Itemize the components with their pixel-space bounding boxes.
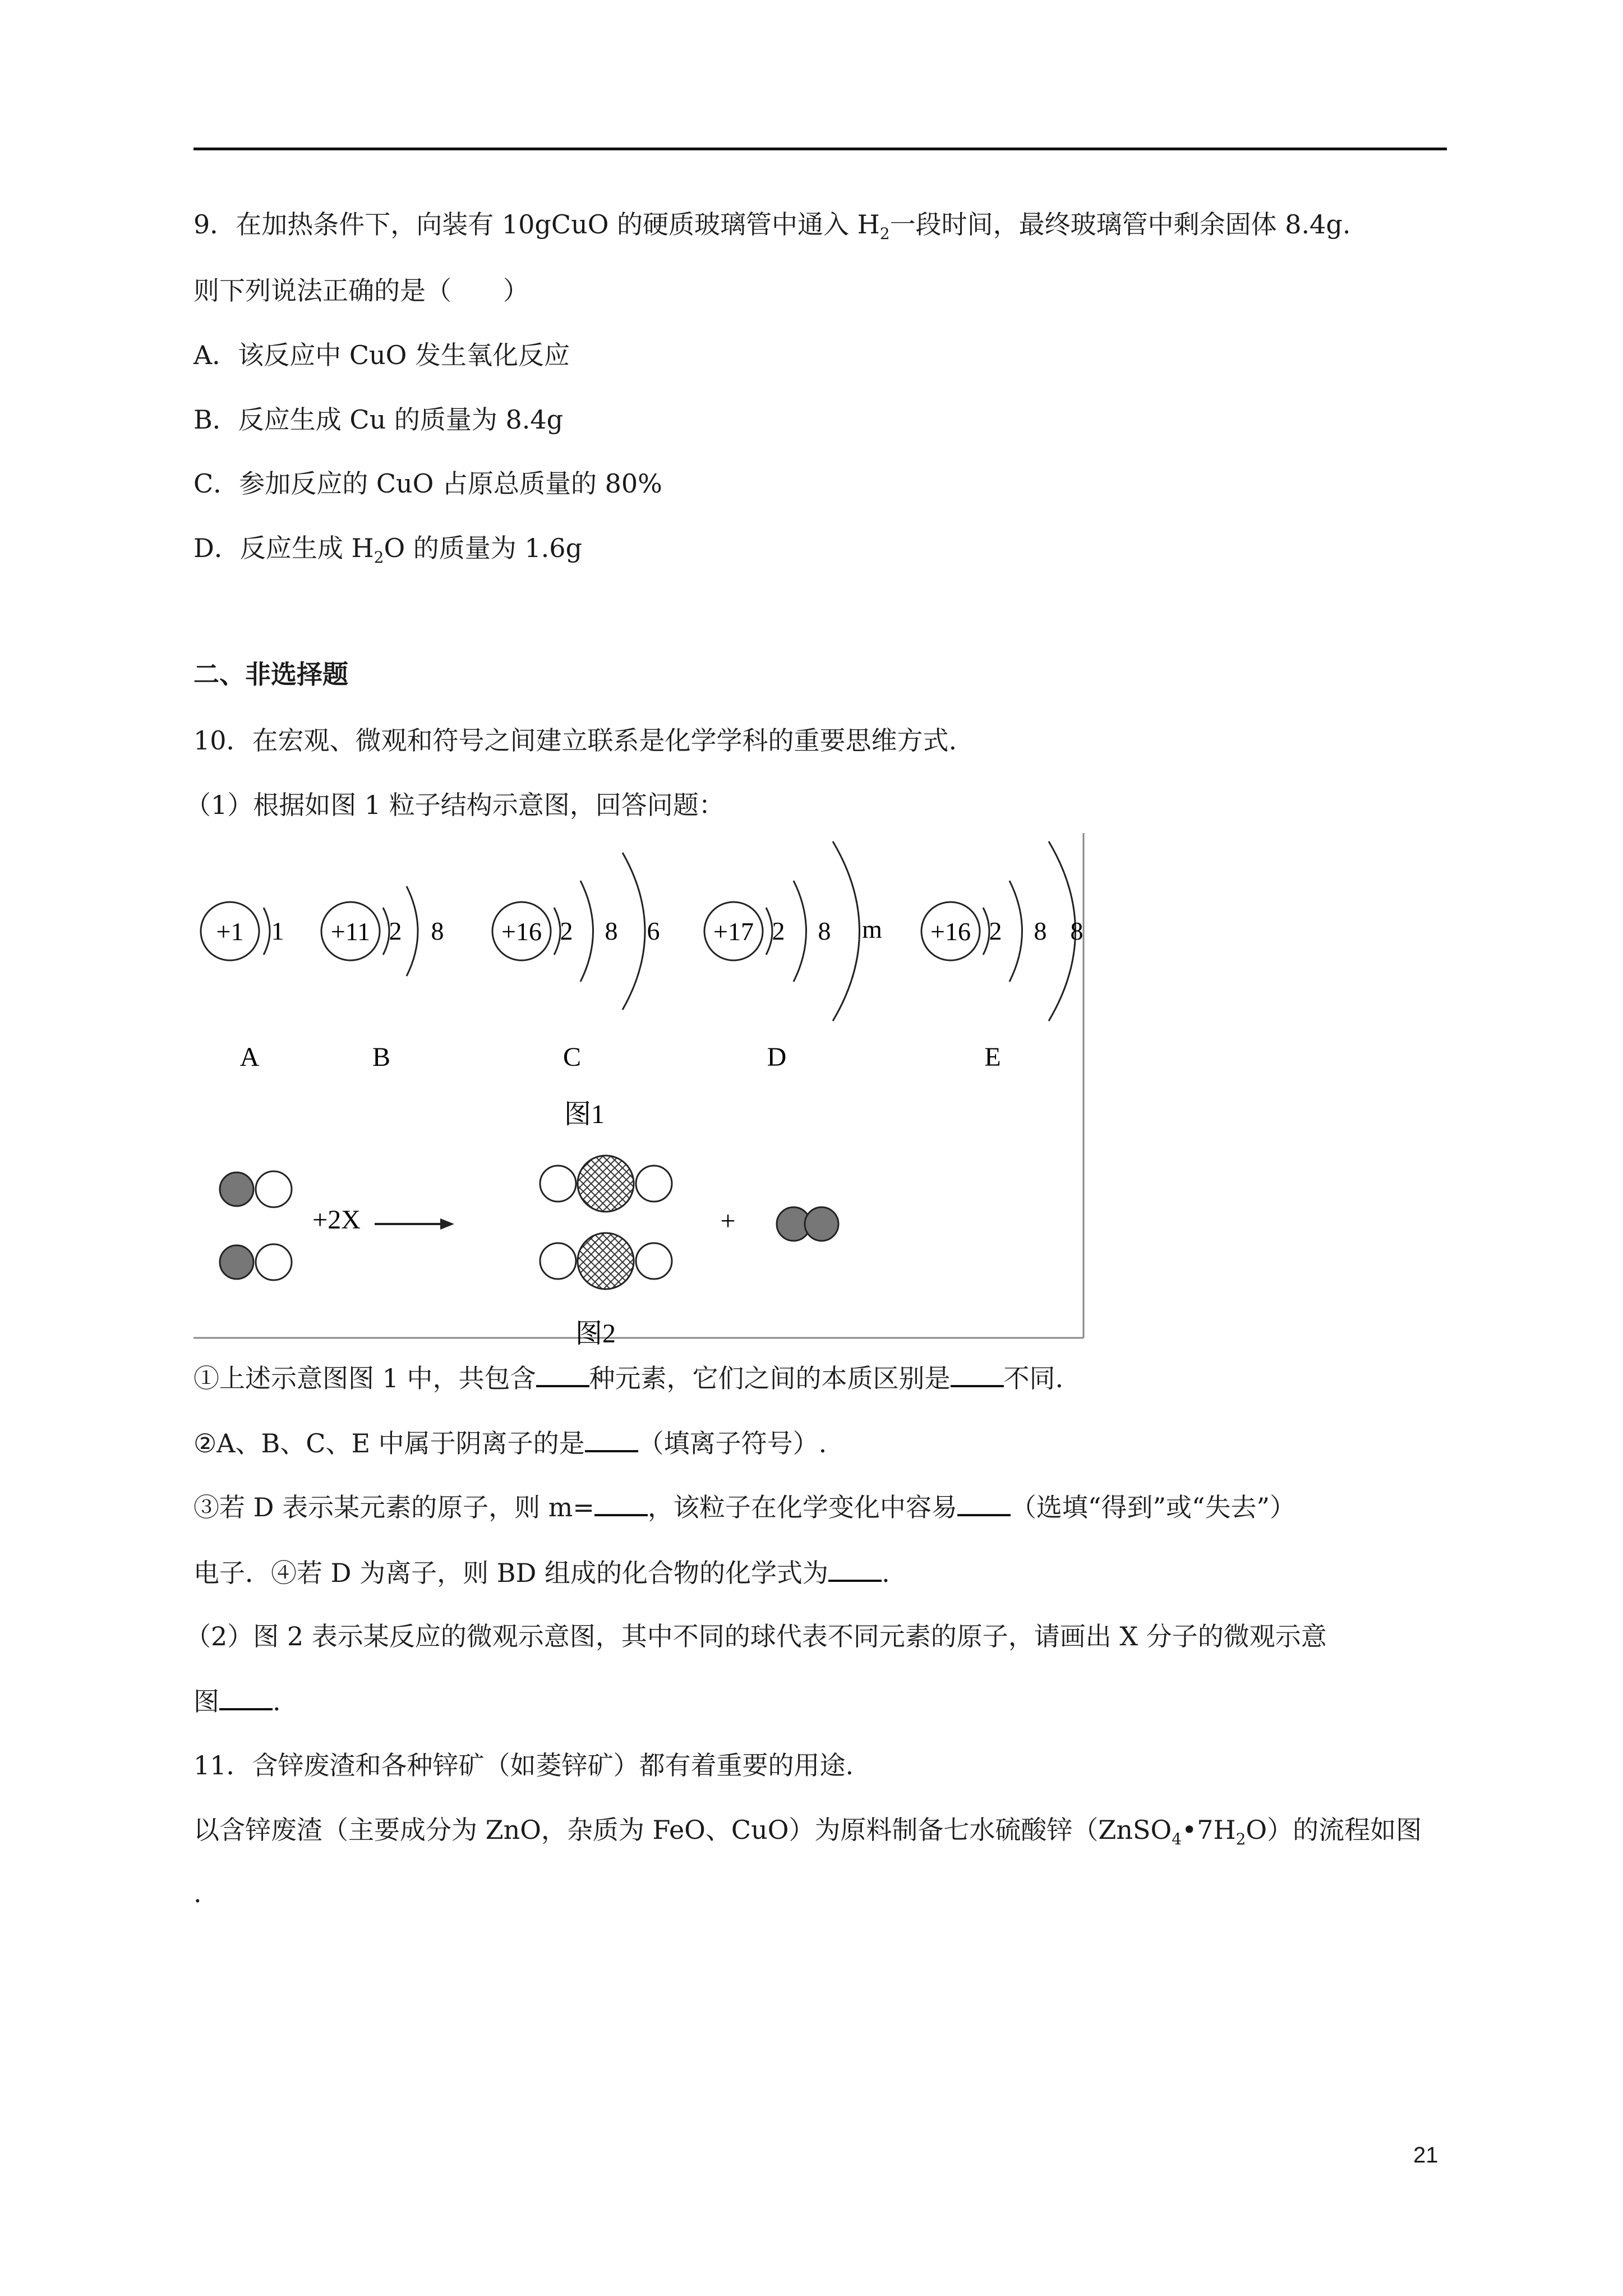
figure-label-q10-figure1-atoms-2-label: C [562,1042,582,1072]
reactant-molecule-1 [220,1171,292,1207]
figure-label-q10-figure1-atoms-4-shells-2: 8 [1070,917,1083,945]
figure-label-q10-figure1-atoms-1-label: B [372,1042,391,1072]
figure-label-q10-figure1-atoms-0-nucleus: +1 [216,917,244,946]
reaction-arrow [375,1218,454,1230]
q10-statement-2: ②A、B、C、E 中属于阴离子的是 （填离子符号）. [193,1425,827,1460]
section-title: 二、非选择题 [193,659,348,689]
figure-label-q10-figure1-atoms-0-shells-0: 1 [271,917,284,945]
q10-statement-1: ①上述示意图图 1 中，共包含 种元素，它们之间的本质区别是 不同. [193,1360,1063,1395]
q10-statement-3: ③若 D 表示某元素的原子，则 m= ，该粒子在化学变化中容易 （选填“得到”或“失去”） [193,1489,1295,1524]
q9-option-d: D．反应生成 $H_2O$ 的质量为 1.6g [193,533,583,567]
figure-label-q10-figure1-atoms-4-nucleus: +16 [930,917,971,946]
q9-option-a: A．该反应中 CuO 发生氧化反应 [193,340,570,370]
atom-d-diagram [704,841,882,1072]
figure-label-q10-figure1-atoms-2-nucleus: +16 [501,917,542,946]
figure-label-q10-figure1-atoms-2-shells-2: 6 [647,917,660,945]
reagent-label: +2X [312,1205,361,1235]
q9-option-b: B．反应生成 Cu 的质量为 8.4g [193,404,564,435]
product-molecule-1 [540,1156,672,1212]
figure-panel [191,830,1088,1352]
q10-intro: 10．在宏观、微观和符号之间建立联系是化学学科的重要思维方式. [193,725,957,756]
atom-a-diagram [201,902,284,1072]
q10-part2-line1: （2）图 2 表示某反应的微观示意图，其中不同的球代表不同元素的原子，请画出 X 分子的微观示意 [185,1621,1327,1651]
figure-label-q10-figure1-atoms-1-shells-1: 8 [431,917,444,945]
figure-label-q10-figure1-atoms-1-nucleus: +11 [330,917,371,946]
figure-label-q10-figure1-atoms-0-label: A [239,1042,260,1072]
figure-label-q10-figure1-atoms-3-label: D [767,1042,787,1072]
product-molecule-2 [540,1233,672,1289]
q9-option-c: C．参加反应的 CuO 占原总质量的 80% [193,468,662,499]
q10-part1: （1）根据如图 1 粒子结构示意图，回答问题： [185,790,725,820]
figure-label-q10-figure1-atoms-3-nucleus: +17 [713,917,754,946]
plus-sign: + [720,1206,736,1236]
figure-label-q10-figure1-atoms-3-shells-1: 8 [818,917,831,945]
figure1-caption: 图1 [564,1099,605,1129]
q11-line1: 11．含锌废渣和各种锌矿（如菱锌矿）都有着重要的用途. [193,1750,854,1780]
q10-part2-line2: 图 . [193,1683,281,1718]
q10-statement-4: 电子．④若 D 为离子，则 BD 组成的化合物的化学式为 . [193,1555,890,1590]
figure-label-q10-figure1-atoms-2-shells-0: 2 [560,917,573,945]
product-molecule-3 [777,1207,838,1241]
figure-label-q10-figure1-atoms-4-shells-1: 8 [1034,917,1047,945]
header-rule [193,148,1447,150]
atom-c-diagram [492,853,660,1072]
figure-label-q10-figure1-atoms-4-label: E [984,1042,1001,1072]
atom-e-diagram [921,841,1083,1072]
figure-label-q10-figure1-atoms-3-shells-2: m [862,915,882,944]
q9-line1: 9．在加热条件下，向装有 10gCuO 的硬质玻璃管中通入 $H_2$一段时间，最终玻璃管中剩余固体 8.4g. [193,209,1351,243]
q11-line2: 以含锌废渣（主要成分为 ZnO，杂质为 FeO、CuO）为原料制备七水硫酸锌$(ZnSO_4•7H_2O)$的流程如图 [193,1815,1422,1848]
figure-label-q10-figure1-atoms-2-shells-1: 8 [605,917,618,945]
q11-line3: . [193,1878,202,1908]
figure-label-q10-figure1-atoms-3-shells-0: 2 [772,917,785,945]
atom-b-diagram [321,886,444,1072]
q9-line2: 则下列说法正确的是（ ） [193,275,529,306]
figure2-caption: 图2 [575,1319,616,1349]
figure-label-q10-figure1-atoms-4-shells-0: 2 [989,917,1002,945]
figure-label-q10-figure1-atoms-1-shells-0: 2 [389,917,402,945]
reactant-molecule-2 [220,1244,292,1280]
page-number: 21 [1413,2143,1438,2168]
